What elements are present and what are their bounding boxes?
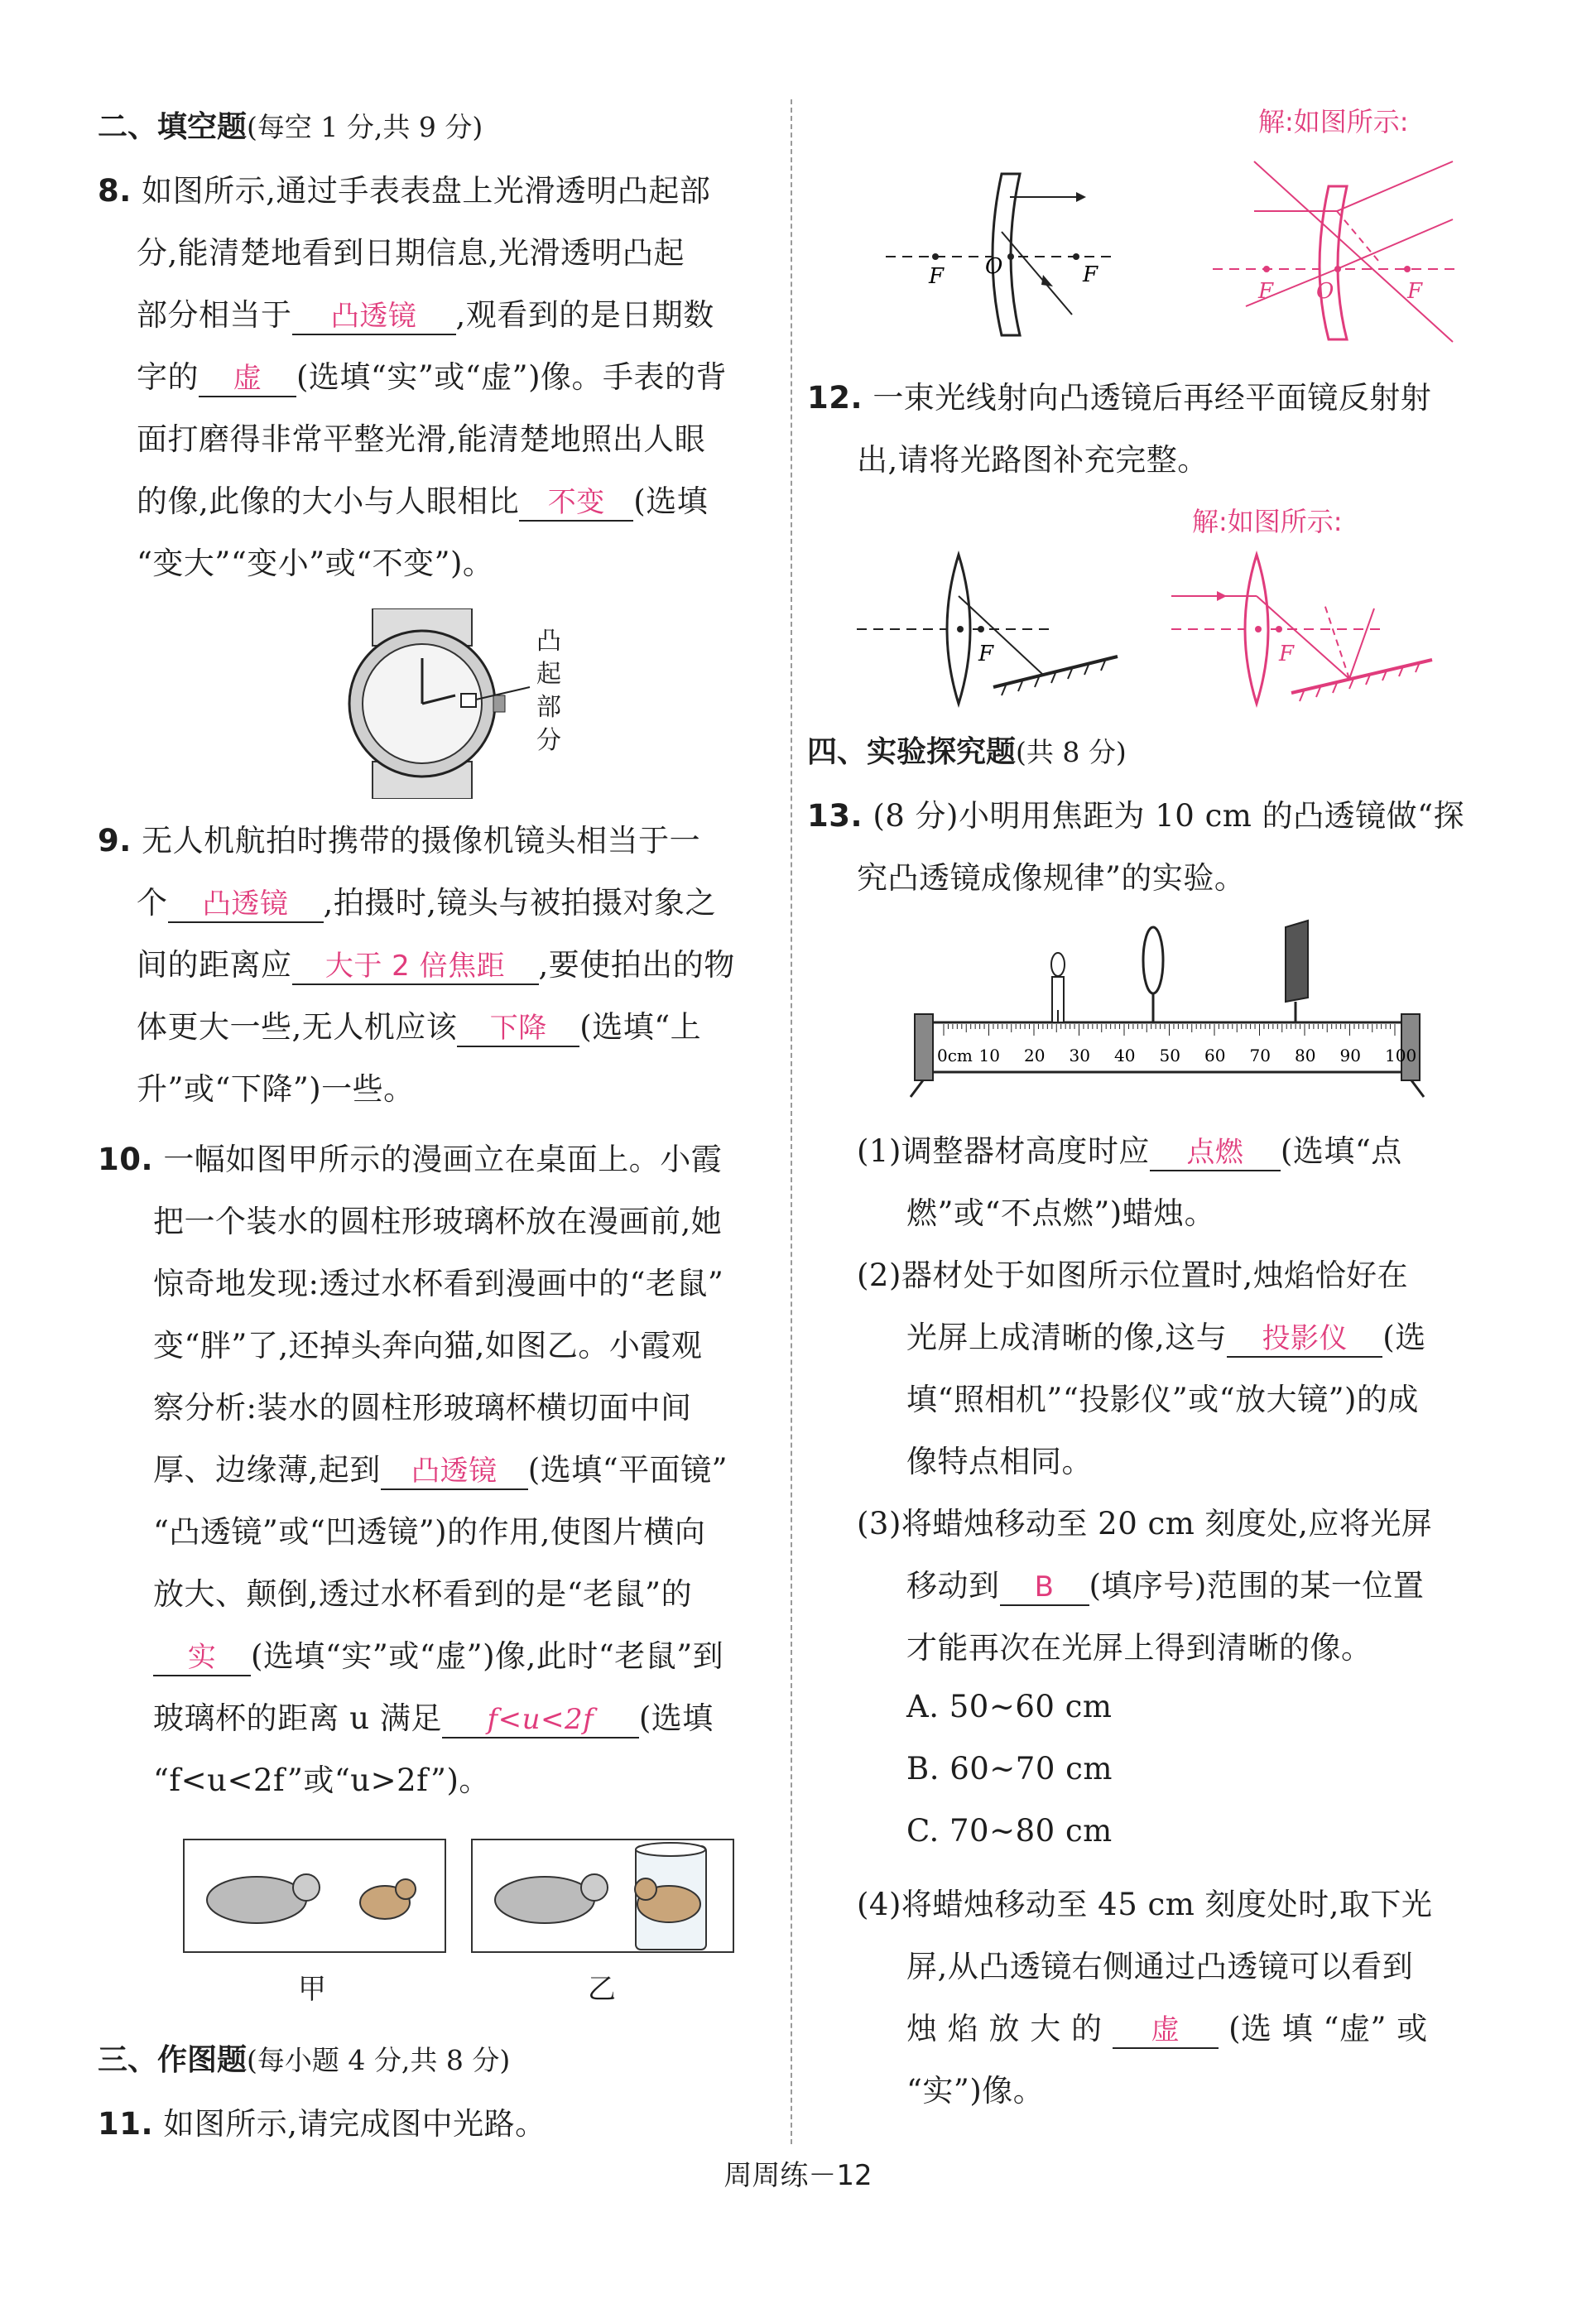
answer-blank: f<u<2f xyxy=(442,1703,639,1738)
answer-blank: B xyxy=(1000,1570,1089,1606)
text: 屏,从凸透镜右侧通过凸透镜可以看到 xyxy=(906,1949,1414,1984)
ruler-label: 40 xyxy=(1114,1046,1136,1065)
ruler-label: 20 xyxy=(1024,1046,1046,1065)
q10-line-11 xyxy=(153,1755,490,1800)
q13-line-2 xyxy=(857,853,1245,897)
text: (选填“实”或“虚”)像,此时“老鼠”到 xyxy=(251,1638,724,1674)
q13-p4-line-3 xyxy=(906,2003,1428,2049)
text: (选填“点 xyxy=(1280,1133,1402,1169)
column-divider xyxy=(791,99,792,2144)
cat-head xyxy=(293,1874,320,1901)
optical-center xyxy=(957,626,964,632)
light-screen xyxy=(1286,921,1308,1002)
cartoon-figure-a xyxy=(182,1838,447,1954)
answer-blank: 凸透镜 xyxy=(292,300,456,335)
label-char: 部 xyxy=(536,693,561,722)
text: (3)将蜡烛移动至 20 cm 刻度处,应将光屏 xyxy=(857,1506,1433,1541)
optical-center xyxy=(1007,253,1014,260)
q12-line-1 xyxy=(807,373,1431,417)
focus-label: F xyxy=(978,642,994,666)
q8-line-5 xyxy=(137,414,705,459)
q11-answer-figure xyxy=(1204,153,1469,344)
q11-figure xyxy=(877,166,1126,339)
q10-line-4 xyxy=(153,1320,702,1365)
ruler-label: 80 xyxy=(1295,1046,1316,1065)
q8-line-6 xyxy=(137,476,708,522)
cartoon-figure-b xyxy=(470,1838,735,1954)
page-footer: 周周练－12 xyxy=(723,2159,873,2192)
focus-point-left xyxy=(1263,266,1270,272)
q13-p3-line-2 xyxy=(906,1561,1424,1606)
light-ray xyxy=(1337,161,1453,211)
q10-line-8 xyxy=(153,1569,692,1613)
text: 移动到 xyxy=(906,1568,1000,1604)
text: 一束光线射向凸透镜后再经平面镜反射射 xyxy=(873,380,1432,416)
text: (1)调整器材高度时应 xyxy=(857,1133,1150,1169)
q9-line-2 xyxy=(137,878,716,923)
mirror-hatching xyxy=(1300,662,1420,701)
focus-point xyxy=(1276,626,1282,632)
text: (选填 xyxy=(633,483,709,519)
bench-leg xyxy=(911,1080,923,1097)
q12-figure xyxy=(853,551,1126,708)
caption-yi: 乙 xyxy=(588,1973,616,2006)
question-number: 10. xyxy=(98,1142,154,1177)
section-note: (每小题 4 分,共 8 分) xyxy=(247,2044,511,2076)
focus-point-right xyxy=(1404,266,1411,272)
optical-center xyxy=(1334,266,1341,272)
text: 光屏上成清晰的像,这与 xyxy=(906,1320,1228,1355)
text: 部分相当于 xyxy=(137,297,292,333)
text: 分,能清楚地看到日期信息,光滑透明凸起 xyxy=(137,235,685,271)
text: (8 分)小明用焦距为 10 cm 的凸透镜做“探 xyxy=(873,798,1465,834)
text: 面打磨得非常平整光滑,能清楚地照出人眼 xyxy=(137,421,706,457)
text: 把一个装水的圆柱形玻璃杯放在漫画前,她 xyxy=(153,1204,723,1239)
arrow xyxy=(1076,192,1086,202)
text: “实”)像。 xyxy=(906,2073,1045,2109)
q13-line-1 xyxy=(807,791,1464,835)
text: 如图所示,请完成图中光路。 xyxy=(163,2106,546,2142)
focus-label: F xyxy=(1407,279,1423,304)
text: 升”或“下降”)一些。 xyxy=(137,1071,415,1107)
q12-answer-figure xyxy=(1167,551,1449,708)
q13-p2-line-3 xyxy=(906,1374,1419,1419)
text: (填序号)范围的某一位置 xyxy=(1089,1568,1425,1604)
text: (2)器材处于如图所示位置时,烛焰恰好在 xyxy=(857,1258,1409,1293)
text: (4)将蜡烛移动至 45 cm 刻度处时,取下光 xyxy=(857,1887,1433,1922)
optical-bench-figure xyxy=(906,919,1436,1101)
focus-point-right xyxy=(1073,253,1079,260)
q8-line-3 xyxy=(137,290,714,335)
section-title: 四、实验探究题 xyxy=(807,735,1017,769)
q13-p2-line-1 xyxy=(857,1250,1408,1295)
q13-option-b xyxy=(906,1751,1113,1787)
answer-blank: 虚 xyxy=(1113,2013,1219,2049)
ruler-label: 50 xyxy=(1159,1046,1180,1065)
answer-blank: 投影仪 xyxy=(1227,1322,1382,1358)
answer-blank: 下降 xyxy=(457,1012,579,1047)
q8-line-4 xyxy=(137,352,727,397)
focus-label: F xyxy=(1258,279,1274,304)
q10-line-3 xyxy=(153,1258,723,1303)
text: 的像,此像的大小与人眼相比 xyxy=(137,483,520,519)
answer-blank: 大于 2 倍焦距 xyxy=(292,950,539,985)
answer-blank: 凸透镜 xyxy=(381,1455,528,1490)
watch-label xyxy=(536,625,561,757)
text: 才能再次在光屏上得到清晰的像。 xyxy=(906,1630,1372,1666)
text: B. 60~70 cm xyxy=(906,1751,1113,1787)
q13-p2-line-4 xyxy=(906,1436,1093,1481)
focus-point xyxy=(978,626,984,632)
text: 厚、边缘薄,起到 xyxy=(153,1452,381,1488)
text: (选填 xyxy=(638,1700,714,1736)
cat-head xyxy=(581,1874,608,1901)
date-window xyxy=(461,694,476,707)
text: 出,请将光路图补充完整。 xyxy=(857,442,1209,478)
question-number: 13. xyxy=(807,798,863,834)
text: 放大、颠倒,透过水杯看到的是“老鼠”的 xyxy=(153,1576,693,1612)
q10-line-2 xyxy=(153,1196,722,1241)
text: 体更大一些,无人机应该 xyxy=(137,1009,458,1045)
question-number: 12. xyxy=(807,380,863,416)
q9-line-5 xyxy=(137,1064,415,1109)
q13-p4-line-4 xyxy=(906,2066,1044,2110)
convex-lens xyxy=(1143,927,1163,993)
arrow xyxy=(1217,591,1227,601)
q10-line-7 xyxy=(153,1507,705,1551)
mouse-head xyxy=(396,1879,416,1899)
q13-p4-line-1 xyxy=(857,1879,1432,1924)
q8-line-2 xyxy=(137,228,685,272)
optical-center xyxy=(1255,626,1262,632)
answer-blank: 不变 xyxy=(519,486,633,522)
q13-p1-line-2 xyxy=(906,1188,1215,1233)
q13-p4-line-2 xyxy=(906,1941,1413,1986)
cat-drawing xyxy=(207,1877,306,1923)
section-note: (每空 1 分,共 9 分) xyxy=(247,111,483,143)
text: (选 填 “虚” 或 xyxy=(1228,2011,1428,2046)
text: 间的距离应 xyxy=(137,947,292,983)
focus-label: F xyxy=(1279,642,1295,666)
text: ,拍摄时,镜头与被拍摄对象之 xyxy=(323,885,717,921)
center-label: O xyxy=(985,254,1003,279)
text: A. 50~60 cm xyxy=(906,1689,1113,1724)
text: 究凸透镜成像规律”的实验。 xyxy=(857,860,1246,896)
q13-p2-line-2 xyxy=(906,1312,1426,1358)
text: (选填“平面镜” xyxy=(527,1452,728,1488)
q8-line-7 xyxy=(137,538,493,583)
candle-flame xyxy=(1051,953,1065,976)
text: 燃”或“不点燃”)蜡烛。 xyxy=(906,1195,1216,1231)
ruler-label: 90 xyxy=(1339,1046,1361,1065)
text: 无人机航拍时携带的摄像机镜头相当于一 xyxy=(142,823,701,858)
q13-p3-line-1 xyxy=(857,1498,1432,1543)
text: 变“胖”了,还掉头奔向猫,如图乙。小霞观 xyxy=(153,1328,703,1363)
text: 察分析:装水的圆柱形玻璃杯横切面中间 xyxy=(153,1390,692,1426)
label-char: 凸 xyxy=(536,627,561,656)
focus-label: F xyxy=(929,264,945,289)
text: C. 70~80 cm xyxy=(906,1813,1113,1849)
text: 玻璃杯的距离 u 满足 xyxy=(153,1700,442,1736)
text: ,观看到的是日期数 xyxy=(455,297,714,333)
question-number: 11. xyxy=(98,2106,154,2142)
q10-line-6 xyxy=(153,1445,728,1490)
focus-point-left xyxy=(932,253,939,260)
q9-line-3 xyxy=(137,940,735,985)
ruler-label: 100 xyxy=(1385,1046,1417,1065)
label-char: 起 xyxy=(536,660,561,689)
text: “变大”“变小”或“不变”)。 xyxy=(137,546,494,581)
light-ray xyxy=(1257,596,1349,679)
q11-answer-note: 解:如图所示: xyxy=(1258,106,1409,137)
q11-line-1 xyxy=(98,2099,546,2143)
ruler-label: 0cm xyxy=(937,1046,973,1065)
center-label: O xyxy=(1316,279,1334,304)
ruler-label: 70 xyxy=(1249,1046,1271,1065)
answer-blank: 凸透镜 xyxy=(168,887,324,923)
mouse-head xyxy=(635,1878,656,1900)
q10-line-1 xyxy=(98,1134,722,1179)
text: (选填“上 xyxy=(579,1009,702,1045)
bench-end-left xyxy=(915,1014,933,1080)
plane-mirror xyxy=(1291,660,1432,693)
glass-rim xyxy=(636,1843,705,1856)
text: 惊奇地发现:透过水杯看到漫画中的“老鼠” xyxy=(153,1266,724,1301)
answer-blank: 点燃 xyxy=(1150,1136,1281,1171)
text: 一幅如图甲所示的漫画立在桌面上。小霞 xyxy=(163,1142,723,1177)
section-3-heading xyxy=(98,2037,510,2079)
q12-line-2 xyxy=(857,435,1209,479)
q10-line-5 xyxy=(153,1383,691,1427)
text: ,要使拍出的物 xyxy=(538,947,735,983)
watch-crown xyxy=(493,695,505,712)
section-title: 三、作图题 xyxy=(98,2043,248,2077)
text: 烛 焰 放 大 的 xyxy=(906,2011,1103,2046)
ruler-label: 10 xyxy=(978,1046,1000,1065)
text: “凸透镜”或“凹透镜”)的作用,使图片横向 xyxy=(153,1514,706,1550)
arrow xyxy=(1041,275,1053,286)
answer-blank: 实 xyxy=(153,1641,251,1676)
section-note: (共 8 分) xyxy=(1016,736,1127,768)
mirror-hatching xyxy=(1002,661,1105,695)
cat-drawing xyxy=(495,1877,594,1923)
answer-blank: 虚 xyxy=(199,362,296,397)
question-number: 9. xyxy=(98,823,132,858)
section-4-heading xyxy=(807,729,1127,771)
light-ray xyxy=(1337,219,1453,269)
text: 如图所示,通过手表表盘上光滑透明凸起部 xyxy=(142,173,711,209)
text: 填“照相机”“投影仪”或“放大镜”)的成 xyxy=(906,1382,1419,1417)
q9-line-4 xyxy=(137,1002,701,1047)
section-title: 二、填空题 xyxy=(98,110,248,144)
q13-option-c xyxy=(906,1813,1113,1849)
text: (选 xyxy=(1382,1320,1426,1355)
ruler-label: 60 xyxy=(1204,1046,1226,1065)
ruler-label: 30 xyxy=(1069,1046,1090,1065)
light-ray xyxy=(1254,161,1453,342)
text: 像特点相同。 xyxy=(906,1444,1093,1479)
q12-answer-note: 解:如图所示: xyxy=(1192,506,1343,537)
q10-line-9 xyxy=(153,1631,723,1676)
q13-p1-line-1 xyxy=(857,1126,1402,1171)
q13-option-a xyxy=(906,1689,1112,1724)
text: 字的 xyxy=(137,359,199,395)
plane-mirror xyxy=(993,656,1118,687)
focus-label: F xyxy=(1083,262,1098,287)
text: “f<u<2f”或“u>2f”)。 xyxy=(153,1763,490,1798)
caption-jia: 甲 xyxy=(298,1973,326,2006)
text: (选填“实”或“虚”)像。手表的背 xyxy=(296,359,728,395)
section-2-heading xyxy=(98,103,483,146)
label-char: 分 xyxy=(536,726,561,755)
question-number: 8. xyxy=(98,173,132,209)
q13-p3-line-3 xyxy=(906,1623,1372,1667)
q8-line-1 xyxy=(98,166,710,210)
q9-line-1 xyxy=(98,815,700,860)
q10-line-10 xyxy=(153,1693,714,1738)
reflected-ray xyxy=(1349,608,1374,679)
text: 个 xyxy=(137,885,168,921)
bench-leg xyxy=(1411,1080,1424,1097)
